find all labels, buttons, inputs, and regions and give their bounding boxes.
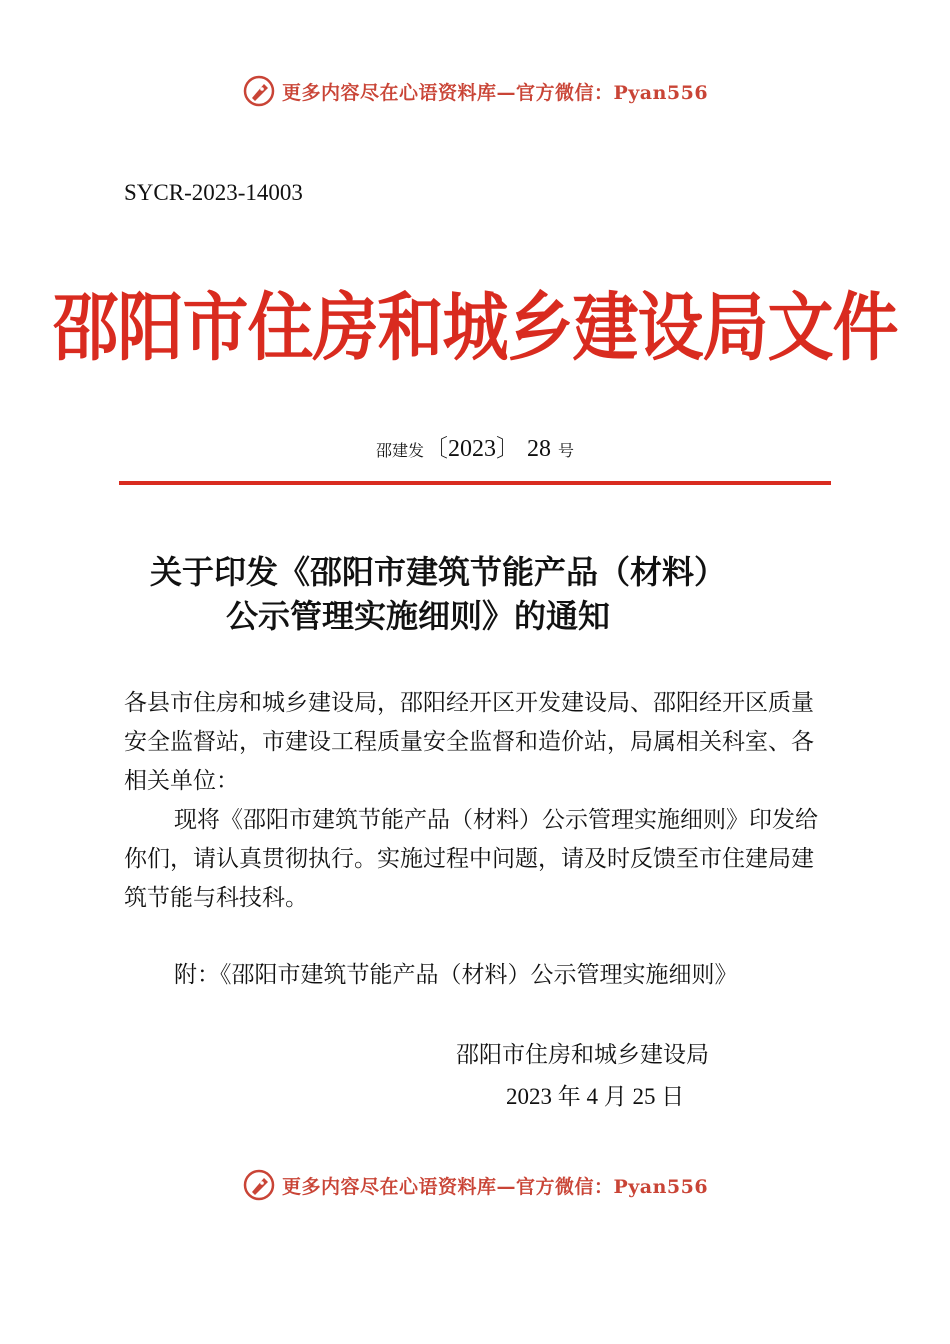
masthead-title: 邵阳市住房和城乡建设局文件 bbox=[52, 284, 898, 372]
watermark-header bbox=[0, 74, 950, 108]
document-code: SYCR-2023-14003 bbox=[124, 180, 303, 205]
number-year: 〔2023〕 bbox=[424, 436, 520, 462]
title-line-2: 公示管理实施细则》的通知 bbox=[226, 597, 611, 635]
title-line-1: 关于印发《邵阳市建筑节能产品（材料） bbox=[150, 553, 727, 591]
signer-name: 邵阳市住房和城乡建设局 bbox=[456, 1042, 709, 1068]
red-divider bbox=[119, 481, 831, 485]
pen-nib-logo-icon bbox=[242, 74, 276, 108]
watermark-text: 更多内容尽在心语资料库—官方微信：Pyan556 bbox=[281, 1175, 709, 1198]
notice-body bbox=[124, 684, 830, 918]
document-number bbox=[0, 428, 950, 463]
number-value: 28 bbox=[527, 436, 551, 462]
number-suffix: 号 bbox=[558, 441, 575, 460]
number-prefix: 邵建发 bbox=[375, 441, 424, 460]
attachment-line: 附：《邵阳市建筑节能产品（材料）公示管理实施细则》 bbox=[174, 962, 738, 988]
watermark-footer bbox=[0, 1168, 950, 1202]
body-paragraph: 现将《邵阳市建筑节能产品（材料）公示管理实施细则》印发给你们，请认真贯彻执行。实施过程中问题，请及时反馈至市住建局建筑节能与科技科。 bbox=[124, 807, 818, 911]
addressee-paragraph: 各县市住房和城乡建设局，邵阳经开区开发建设局、邵阳经开区质量安全监督站，市建设工程质量安全监督和造价站，局属相关科室、各相关单位： bbox=[124, 690, 814, 794]
watermark-text: 更多内容尽在心语资料库—官方微信：Pyan556 bbox=[281, 81, 709, 104]
signature-date: 2023 年 4 月 25 日 bbox=[506, 1084, 685, 1109]
pen-nib-logo-icon bbox=[242, 1168, 276, 1202]
notice-title bbox=[150, 550, 830, 638]
